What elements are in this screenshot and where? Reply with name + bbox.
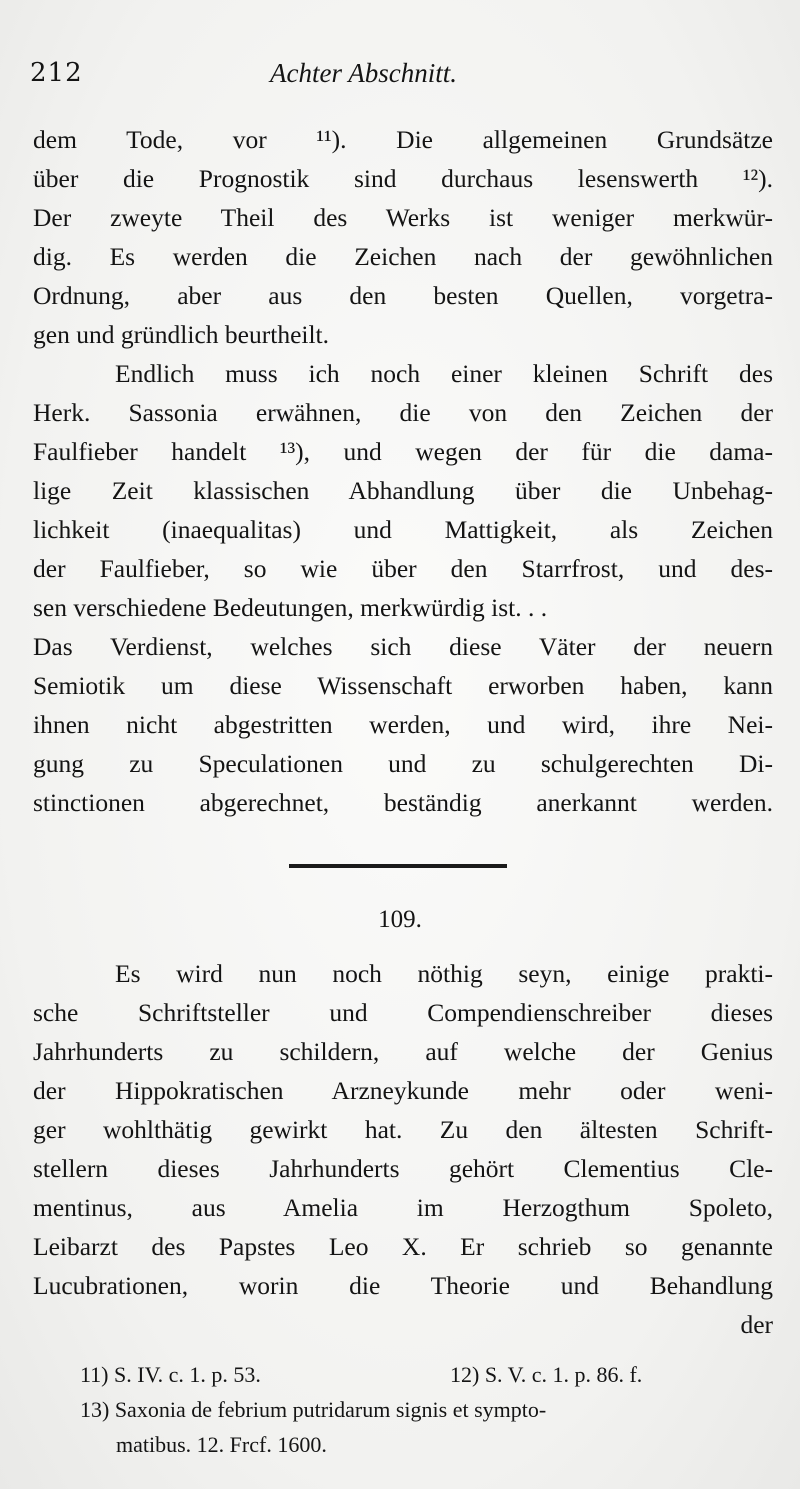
text-line: Das Verdienst, welches sich diese Väter der neuern xyxy=(33,632,773,661)
text-line: Lucubrationen, worin die Theorie und Behandlung xyxy=(33,1271,773,1300)
text-line: dig. Es werden die Zeichen nach der gewöhnlichen xyxy=(33,242,773,271)
footnote-row xyxy=(80,1357,780,1392)
text-line: Ordnung, aber aus den besten Quellen, vorgetra- xyxy=(33,281,773,310)
page-number: 212 xyxy=(30,58,83,88)
text-line: Faulfieber handelt ¹³), und wegen der für die dama- xyxy=(33,437,773,466)
text-line: Jahrhunderts zu schildern, auf welche der Genius xyxy=(33,1037,773,1066)
text-line: Leibarzt des Papstes Leo X. Er schrieb so genannte xyxy=(33,1232,773,1261)
footnotes xyxy=(80,1357,780,1462)
catchword: der xyxy=(740,1310,773,1339)
footnote-13-continued: matibus. 12. Frcf. 1600. xyxy=(116,1432,327,1457)
footnote-12: 12) S. V. c. 1. p. 86. f. xyxy=(450,1362,643,1387)
text-line: Semiotik um diese Wissenschaft erworben haben, kann xyxy=(33,671,773,700)
page-header xyxy=(30,58,770,98)
text-line: mentinus, aus Amelia im Herzogthum Spoleto, xyxy=(33,1193,773,1222)
text-line: gung zu Speculationen und zu schulgerechten Di- xyxy=(33,749,773,778)
text-line: Herk. Sassonia erwähnen, die von den Zeichen der xyxy=(33,398,773,427)
body-text-upper xyxy=(33,120,773,822)
text-line: der Hippokratischen Arzneykunde mehr oder weni- xyxy=(33,1076,773,1105)
section-number: 109. xyxy=(378,906,422,933)
text-line: stellern dieses Jahrhunderts gehört Clementius Cle- xyxy=(33,1154,773,1183)
text-line: lige Zeit klassischen Abhandlung über die Unbehag- xyxy=(33,476,773,505)
text-line: Der zweyte Theil des Werks ist weniger merkwür- xyxy=(33,203,773,232)
body-text-lower xyxy=(33,954,773,1344)
text-line: der Faulfieber, so wie über den Starrfrost, und des- xyxy=(33,554,773,583)
text-line: sen verschiedene Bedeutungen, merkwürdig ist. . . xyxy=(33,593,548,622)
text-line: lichkeit (inaequalitas) und Mattigkeit, als Zeichen xyxy=(33,515,773,544)
section-divider xyxy=(289,864,507,868)
text-line: stinctionen abgerechnet, beständig anerkannt werden. xyxy=(33,788,773,817)
text-line: Es wird nun noch nöthig seyn, einige prakti- xyxy=(115,959,773,988)
text-line: ger wohlthätig gewirkt hat. Zu den ältesten Schrift- xyxy=(33,1115,773,1144)
running-head: Achter Abschnitt. xyxy=(270,58,457,88)
text-line: über die Prognostik sind durchaus lesenswerth ¹²). xyxy=(33,164,773,193)
text-line: Endlich muss ich noch einer kleinen Schrift des xyxy=(115,359,773,388)
footnote-11: 11) S. IV. c. 1. p. 53. xyxy=(80,1362,261,1387)
text-line: dem Tode, vor ¹¹). Die allgemeinen Grundsätze xyxy=(33,125,773,154)
footnote-13: 13) Saxonia de febrium putridarum signis et sympto- xyxy=(80,1397,547,1422)
text-line: sche Schriftsteller und Compendienschreiber dieses xyxy=(33,998,773,1027)
text-line: ihnen nicht abgestritten werden, und wird, ihre Nei- xyxy=(33,710,773,739)
text-line: gen und gründlich beurtheilt. xyxy=(33,320,330,349)
